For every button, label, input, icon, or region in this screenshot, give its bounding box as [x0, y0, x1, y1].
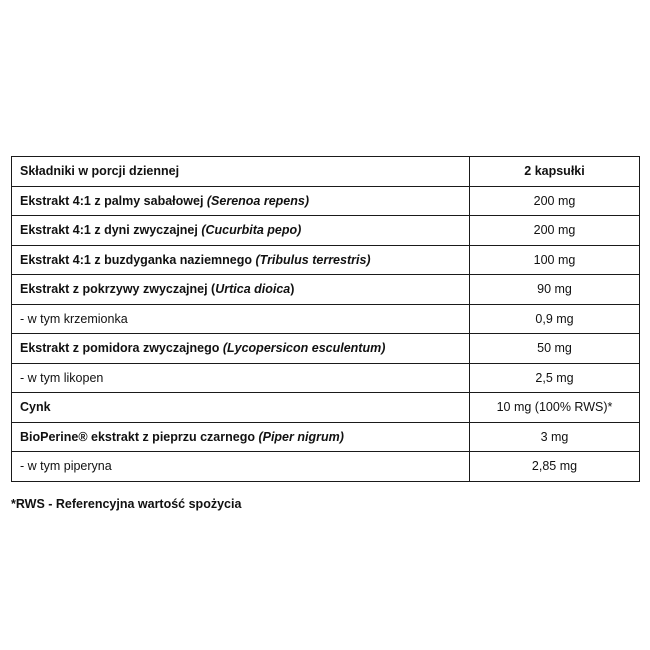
table-row	[12, 186, 640, 216]
ingredient-name: Ekstrakt 4:1 z buzdyganka naziemnego	[20, 252, 256, 267]
table-row	[12, 304, 640, 334]
ingredient-cell	[12, 216, 470, 246]
table-row	[12, 245, 640, 275]
latin-name: (Tribulus terrestris)	[255, 252, 371, 267]
table-row	[12, 422, 640, 452]
rws-footnote: *RWS - Referencyjna wartość spożycia	[11, 497, 242, 511]
latin-name: (Serenoa repens)	[206, 193, 310, 208]
amount-cell: 90 mg	[470, 275, 640, 305]
amount-cell: 50 mg	[470, 334, 640, 364]
ingredient-cell	[12, 334, 470, 364]
ingredient-name: Ekstrakt 4:1 z palmy sabałowej	[20, 193, 207, 208]
amount-cell: 200 mg	[470, 186, 640, 216]
ingredient-name: BioPerine® ekstrakt z pieprzu czarnego	[20, 429, 259, 444]
amount-cell: 200 mg	[470, 216, 640, 246]
table-row	[12, 363, 640, 393]
amount-cell: 10 mg (100% RWS)*	[470, 393, 640, 423]
ingredient-name: Ekstrakt 4:1 z dyni zwyczajnej	[20, 223, 202, 237]
amount-cell: 2,85 mg	[470, 452, 640, 482]
amount-cell: 100 mg	[470, 245, 640, 275]
ingredient-name: Ekstrakt z pomidora zwyczajnego	[20, 341, 223, 355]
amount-cell: 2,5 mg	[470, 363, 640, 393]
table-row	[12, 275, 640, 305]
latin-name: (Lycopersicon esculentum)	[222, 341, 386, 355]
ingredient-cell: Cynk	[12, 393, 470, 423]
table-row	[12, 452, 640, 482]
ingredient-cell: - w tym piperyna	[12, 452, 470, 482]
ingredients-table	[11, 156, 640, 482]
latin-name: (Piper nigrum)	[258, 429, 344, 444]
ingredient-cell	[12, 422, 470, 452]
ingredient-suffix: )	[290, 282, 295, 296]
header-serving-label: 2 kapsułki	[470, 157, 640, 187]
ingredient-cell	[12, 245, 470, 275]
latin-name: (Cucurbita pepo)	[201, 223, 302, 237]
ingredient-cell	[12, 275, 470, 305]
table-row	[12, 393, 640, 423]
amount-cell: 3 mg	[470, 422, 640, 452]
ingredient-cell	[12, 186, 470, 216]
table-header-row	[12, 157, 640, 187]
ingredient-cell: - w tym krzemionka	[12, 304, 470, 334]
header-ingredients-label: Składniki w porcji dziennej	[12, 157, 470, 187]
table-row	[12, 334, 640, 364]
table-row	[12, 216, 640, 246]
amount-cell: 0,9 mg	[470, 304, 640, 334]
ingredient-name: Ekstrakt z pokrzywy zwyczajnej (	[20, 282, 216, 296]
ingredient-cell: - w tym likopen	[12, 363, 470, 393]
latin-name: Urtica dioica	[215, 282, 291, 296]
